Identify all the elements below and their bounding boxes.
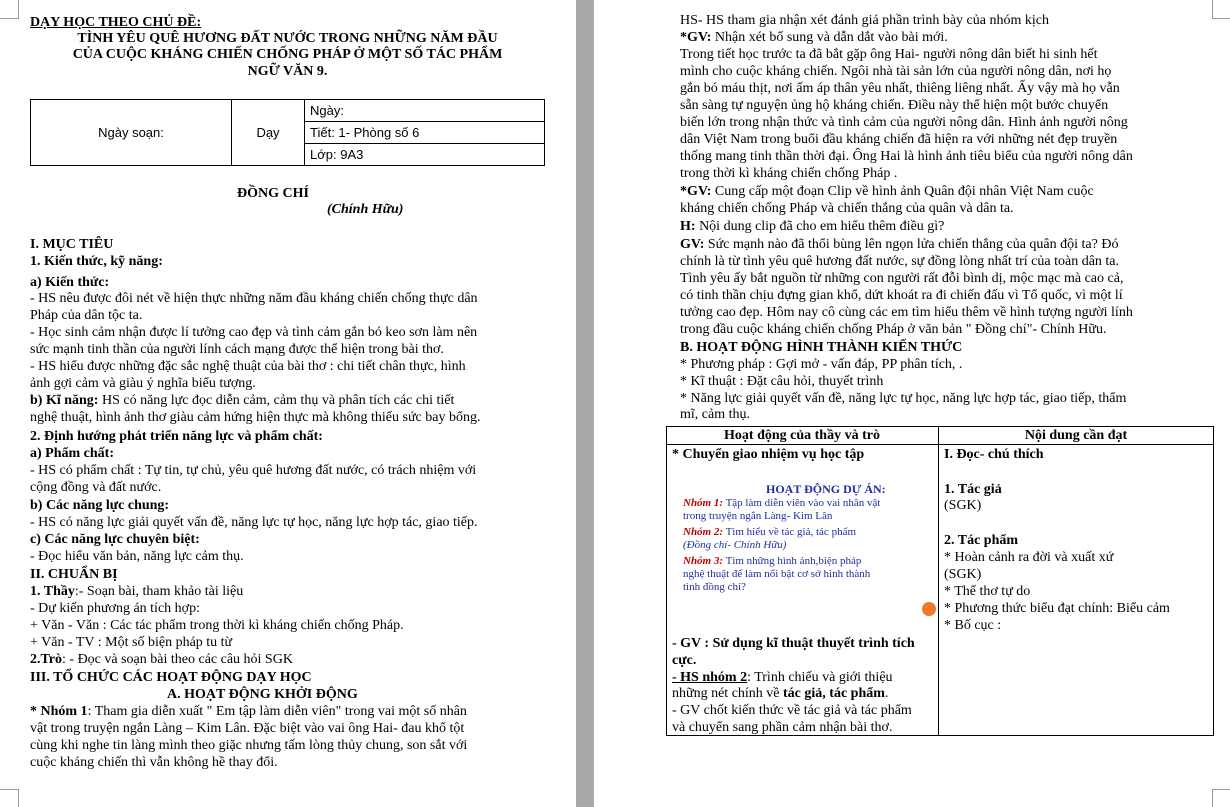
body-line — [30, 652, 293, 668]
project-line — [683, 497, 880, 510]
content-line: * Phương thức biểu đạt chính: Biểu cảm — [944, 601, 1170, 616]
table-column-divider — [938, 426, 939, 736]
student-text: : - Đọc và soạn bài theo các câu hỏi SGK — [62, 652, 293, 667]
gv-text: Nhận xét bổ sung và dẫn dắt vào bài mới. — [711, 30, 948, 45]
info-date: Ngày: — [305, 100, 545, 122]
body-line: Tình yêu ấy bắt nguồn từ những con người rất đỗi bình dị, mộc mạc mà cao cả, — [680, 271, 1124, 286]
poem-title: ĐỒNG CHÍ — [237, 186, 309, 201]
body-line: * Phương pháp : Gợi mở - vấn đáp, PP phân tích, . — [680, 357, 963, 372]
table-left-line: - GV chốt kiến thức về tác giả và tác phẩm — [672, 703, 912, 718]
subsection-heading: 1. Kiến thức, kỹ năng: — [30, 254, 163, 269]
subsection-heading: b) Các năng lực chung: — [30, 498, 170, 513]
group2-task: Tìm hiểu về tác giả, tác phẩm — [723, 526, 857, 538]
body-line: + Văn - Văn : Các tác phẩm trong thời kì kháng chiến chống Pháp. — [30, 618, 404, 633]
page-gap — [576, 0, 594, 807]
section-heading: I. MỤC TIÊU — [30, 237, 114, 252]
question-text: Nội dung clip đã cho em hiểu thêm điều gì? — [695, 219, 945, 234]
body-line — [30, 584, 243, 600]
body-line — [680, 30, 948, 46]
body-line: ảnh gợi cảm và giàu ý nghĩa biểu tượng. — [30, 376, 256, 391]
group1-label: * Nhóm 1 — [30, 704, 88, 719]
body-line: tưởng cao đẹp. Hôm nay cô cùng các em tìm hiểu thêm về hình tượng người lính — [680, 305, 1133, 320]
content-line: (SGK) — [944, 567, 982, 582]
project-line: nghệ thuật để làm nổi bật cơ sở hình thành — [683, 568, 871, 580]
table-text-bold: tác giả, tác phẩm — [783, 686, 885, 701]
table-header-content: Nội dung cần đạt — [1024, 428, 1128, 443]
section-heading: B. HOẠT ĐỘNG HÌNH THÀNH KIẾN THỨC — [680, 340, 963, 355]
gv-text: Cung cấp một đoạn Clip về hình ảnh Quân đội nhân Việt Nam cuộc — [711, 184, 1094, 199]
body-line: - Học sinh cảm nhận được lí tưởng cao đẹp và tình cảm gắn bó keo sơn làm nên — [30, 325, 478, 340]
body-line: - Dự kiến phương án tích hợp: — [30, 601, 200, 616]
body-line: có tinh thần chịu đựng gian khổ, dứt khoát ra đi chiến đấu vì Tổ quốc, vì một lí — [680, 288, 1123, 303]
hs-group2-text: : Trình chiếu và giới thiệu — [747, 670, 893, 685]
body-line: * Năng lực giải quyết vấn đề, năng lực tự học, năng lực hợp tác, giao tiếp, thẩm — [680, 391, 1127, 406]
table-left-line: cực. — [672, 653, 697, 668]
subsection-heading: 2. Định hướng phát triển năng lực và phẩm chất: — [30, 429, 323, 444]
content-subheading: 2. Tác phẩm — [944, 533, 1019, 548]
project-line — [683, 526, 856, 539]
section-heading: II. CHUẨN BỊ — [30, 567, 118, 582]
skills-text: HS có năng lực đọc diễn cảm, cảm thụ và phân tích các chi tiết — [98, 393, 455, 408]
body-line: mình cho cuộc kháng chiến. Ngôi nhà tài sản lớn của người nông dân, nơi họ — [680, 64, 1112, 79]
doc-header-line: DẠY HỌC THEO CHỦ ĐỀ: — [30, 15, 202, 30]
group1-text: : Tham gia diễn xuất " Em tập làm diễn viên" trong vai một số nhân — [87, 704, 467, 719]
doc-header-line: TÌNH YÊU QUÊ HƯƠNG ĐẤT NƯỚC TRONG NHỮNG NĂM ĐẦU — [77, 31, 498, 46]
content-line: * Thể thơ tự do — [944, 584, 1031, 599]
lesson-info-table — [30, 99, 545, 166]
body-line: - HS có phẩm chất : Tự tin, tự chủ, yêu quê hương đất nước, có trách nhiệm với — [30, 463, 477, 478]
body-line: Pháp của dân tộc ta. — [30, 308, 143, 323]
group1-task: Tập làm diễn viên vào vai nhân vật — [723, 497, 881, 509]
body-line: mĩ, cảm thụ. — [680, 407, 750, 422]
group3-task: Tìm những hình ảnh,biện pháp — [723, 555, 862, 567]
body-line: cuộc kháng chiến thì vẫn không hề thay đổi. — [30, 755, 278, 770]
body-line: cộng đồng và đất nước. — [30, 480, 162, 495]
body-line — [680, 237, 1118, 253]
crop-mark — [0, 0, 19, 19]
content-subheading: 1. Tác giả — [944, 482, 1002, 497]
body-line: kháng chiến chống Pháp và chiến thắng của quân và dân ta. — [680, 201, 1014, 216]
teacher-label: 1. Thầy — [30, 584, 75, 599]
teacher-text: :- Soạn bài, tham khảo tài liệu — [74, 584, 244, 599]
table-text: những nét chính về — [672, 686, 784, 701]
table-header-divider — [666, 444, 1214, 445]
body-line: HS- HS tham gia nhận xét đánh giá phần trình bày của nhóm kịch — [680, 13, 1049, 28]
info-period: Tiết: 1- Phòng số 6 — [305, 122, 545, 144]
prep-date-label: Ngày soạn: — [31, 100, 232, 166]
project-activity-title: HOẠT ĐỘNG DỰ ÁN: — [766, 482, 886, 496]
subsection-heading: a) Kiến thức: — [30, 275, 110, 290]
section-heading: III. TỔ CHỨC CÁC HOẠT ĐỘNG DẠY HỌC — [30, 670, 312, 685]
poem-author: (Chính Hữu) — [327, 202, 404, 217]
table-left-line: - GV : Sử dụng kĩ thuật thuyết trình tích — [672, 636, 915, 651]
body-line: trong thời kì kháng chiến chống Pháp . — [680, 166, 898, 181]
content-line: * Hoàn cảnh ra đời và xuất xứ — [944, 550, 1114, 565]
orange-bullet-marker — [922, 602, 936, 616]
body-line: cùng khi nghe tin làng mình theo giặc nhưng tấm lòng thủy chung, son sắt với — [30, 738, 468, 753]
skills-label: b) Kĩ năng: — [30, 393, 99, 408]
subsection-heading: c) Các năng lực chuyên biệt: — [30, 532, 200, 547]
doc-header-line: CỦA CUỘC KHÁNG CHIẾN CHỐNG PHÁP Ở MỘT SỐ TÁC PHẨM — [72, 47, 503, 62]
table-header-activity: Hoạt động của thầy và trò — [724, 428, 880, 443]
gv-label: *GV: — [680, 30, 712, 45]
body-line: - HS hiểu được những đặc sắc nghệ thuật của bài thơ : chi tiết chân thực, hình — [30, 359, 466, 374]
body-line: trong đầu cuộc kháng chiến chống Pháp ở văn bản " Đồng chí"- Chính Hữu. — [680, 322, 1107, 337]
body-line — [30, 393, 454, 409]
crop-mark — [1212, 0, 1230, 19]
group3-label: Nhóm 3: — [683, 555, 724, 567]
question-label: H: — [680, 219, 696, 234]
body-line: sức mạnh tinh thần của người lính cách mạng được thể hiện trong bài thơ. — [30, 342, 444, 357]
gv-text: Sức mạnh nào đã thổi bùng lên ngọn lửa chiến thắng của quân đội ta? Đó — [704, 237, 1119, 252]
body-line: - HS nêu được đôi nét về hiện thực những năm đầu kháng chiến chống thực dân — [30, 291, 478, 306]
body-line: biến lớn trong nhận thức và tình cảm của người nông dân. Hình ảnh người nông — [680, 115, 1128, 130]
gv-label: *GV: — [680, 184, 712, 199]
body-line: - Đọc hiểu văn bản, năng lực cảm thụ. — [30, 549, 244, 564]
content-heading: I. Đọc- chú thích — [944, 447, 1044, 462]
table-left-line — [672, 670, 893, 686]
gv-label: GV: — [680, 237, 705, 252]
info-class: Lớp: 9A3 — [305, 144, 545, 166]
left-page — [0, 0, 576, 807]
body-line — [30, 704, 467, 720]
table-left-line — [672, 686, 888, 702]
project-line: tình đồng chí? — [683, 581, 746, 593]
body-line: chính là từ tình yêu quê hương đất nước, sự đồng lòng nhất trí của toàn dân ta. — [680, 254, 1120, 269]
content-line: (SGK) — [944, 498, 982, 513]
body-line: + Văn - TV : Một số biện pháp tu từ — [30, 635, 233, 650]
hs-group2-label: - HS nhóm 2 — [672, 670, 748, 685]
body-line: thống mang tinh thần thời đại. Ông Hai là hình ảnh tiêu biểu của người nông dân — [680, 149, 1133, 164]
doc-header-line: NGỮ VĂN 9. — [247, 64, 328, 79]
teach-label: Dạy — [232, 100, 305, 166]
body-line: * Kĩ thuật : Đặt câu hỏi, thuyết trình — [680, 374, 884, 389]
body-line: - HS có năng lực giải quyết vấn đề, năng lực tự học, năng lực hợp tác, giao tiếp. — [30, 515, 478, 530]
body-line: nghệ thuật, hình ảnh thơ giàu cảm hứng hiện thực mà không thiếu sức bay bổng. — [30, 410, 481, 425]
body-line: vật trong truyện ngắn Làng – Kim Lân. Đặc biệt vào vai ông Hai- đau khổ tột — [30, 721, 465, 736]
crop-mark — [1212, 789, 1230, 807]
table-left-line: và chuyển sang phần cảm nhận bài thơ. — [672, 720, 893, 735]
body-line: sẵn sàng tự nguyện ủng hộ kháng chiến. Điều này thể hiện một bước chuyển — [680, 98, 1109, 113]
body-line: gắn bó máu thịt, nơi ấm áp thân yêu nhất, thiêng liêng nhất. Ấy vậy mà họ vẫn — [680, 81, 1120, 96]
group2-label: Nhóm 2: — [683, 526, 724, 538]
crop-mark — [0, 789, 19, 807]
project-line — [683, 555, 861, 568]
group1-label: Nhóm 1: — [683, 497, 724, 509]
table-text: . — [884, 686, 889, 701]
body-line — [680, 184, 1094, 200]
subsection-heading: A. HOẠT ĐỘNG KHỞI ĐỘNG — [167, 687, 358, 702]
body-line: dân Việt Nam trong buổi đầu kháng chiến đã hiện ra với những nét đẹp truyền — [680, 132, 1118, 147]
body-line: Trong tiết học trước ta đã bắt gặp ông Hai- người nông dân biết hi sinh hết — [680, 47, 1098, 62]
project-line: (Đồng chí- Chính Hữu) — [683, 539, 787, 551]
project-line: trong truyện ngắn Làng- Kim Lân — [683, 510, 833, 522]
body-line — [680, 219, 944, 235]
student-label: 2.Trò — [30, 652, 63, 667]
right-page — [594, 0, 1230, 807]
task-heading: * Chuyển giao nhiệm vụ học tập — [672, 447, 865, 462]
subsection-heading: a) Phẩm chất: — [30, 446, 114, 461]
content-line: * Bố cục : — [944, 618, 1002, 633]
